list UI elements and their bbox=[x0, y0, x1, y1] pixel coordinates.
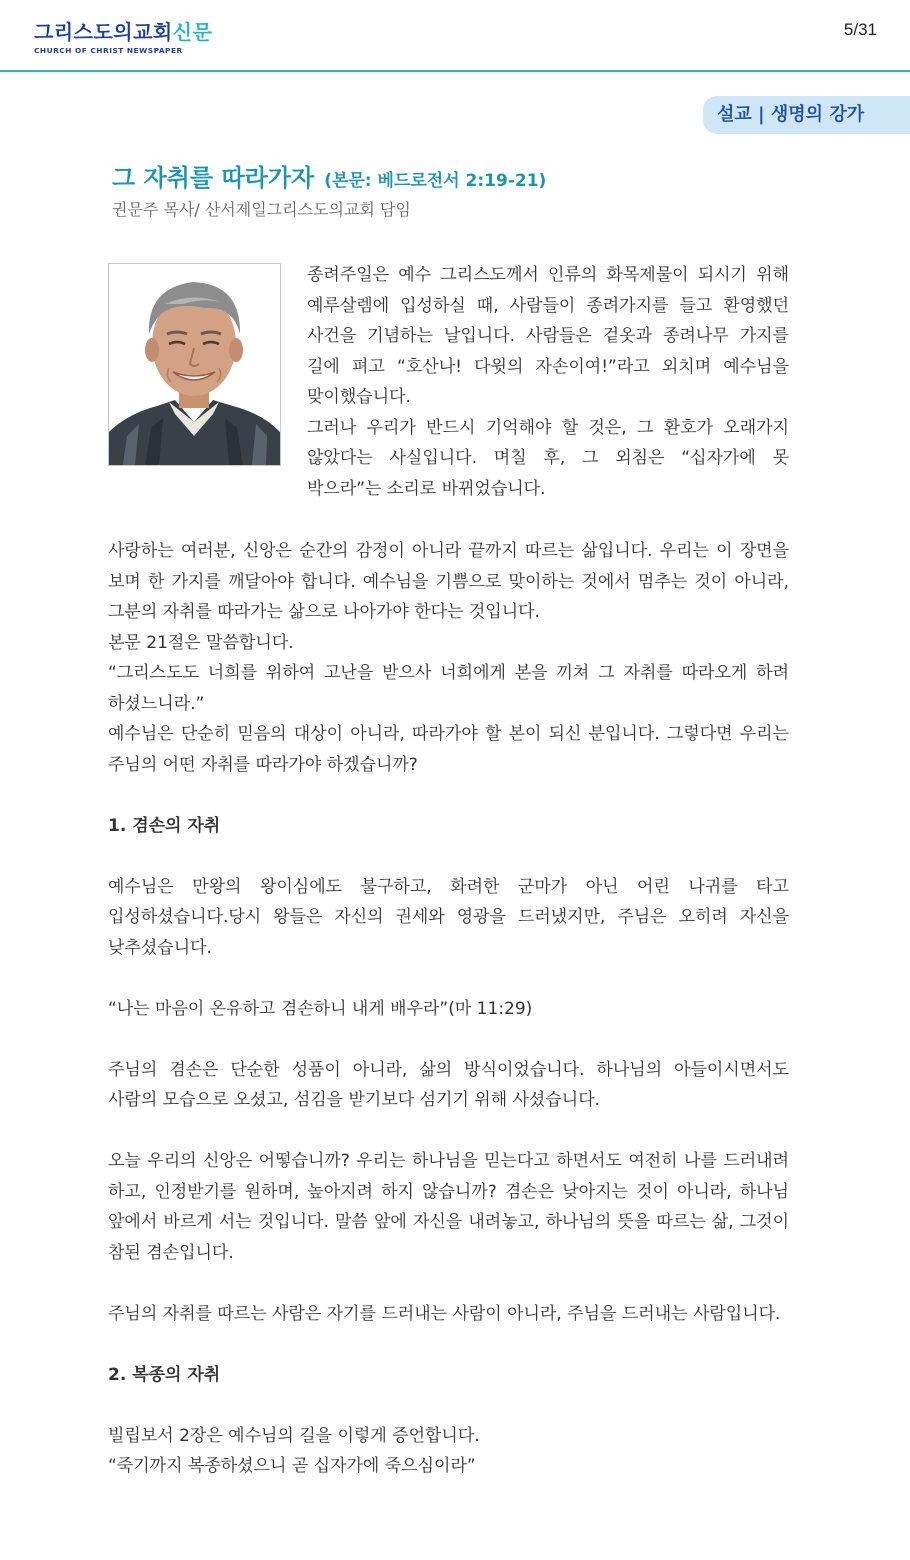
section-tab: 설교 | 생명의 강가 bbox=[703, 96, 910, 134]
body-paragraph: 주님의 겸손은 단순한 성품이 아니라, 삶의 방식이었습니다. 하나님의 아들이시면서도 사람의 모습으로 오셨고, 섬김을 받기보다 섬기기 위해 사셨습니다. bbox=[108, 1059, 789, 1110]
body-paragraph: 예수님은 단순히 믿음의 대상이 아니라, 따라가야 할 본이 되신 분입니다. 그렇다면 우리는 주님의 어떤 자취를 따라가야 하겠습니까? bbox=[108, 724, 789, 775]
intro-text bbox=[307, 260, 789, 504]
article-body bbox=[108, 536, 789, 1482]
body-paragraph: 주님의 자취를 따르는 사람은 자기를 드러내는 사람이 아니라, 주님을 드러내는 사람입니다. bbox=[108, 1303, 781, 1324]
author-photo bbox=[108, 263, 281, 466]
scripture-reference: (본문: 베드로전서 2:19-21) bbox=[324, 171, 547, 191]
article-title-line bbox=[112, 158, 546, 193]
logo-title-part1: 그리스도의교회 bbox=[34, 20, 173, 44]
body-paragraph: 사랑하는 여러분, 신앙은 순간의 감정이 아니라 끝까지 따르는 삶입니다. 우리는 이 장면을 보며 한 가지를 깨달아야 합니다. 예수님을 기쁨으로 맞이하는 것에서 멈추는 것이 아니라, 그분의 자취를 따라가는 삶으로 나아가야 한다는 것입니다. bbox=[108, 541, 789, 622]
logo-title bbox=[34, 20, 212, 44]
page-number: 5/31 bbox=[843, 20, 877, 39]
page-header bbox=[0, 0, 910, 72]
scripture-quote: “죽기까지 복종하셨으니 곧 십자가에 죽으심이라” bbox=[108, 1456, 476, 1476]
newspaper-logo[interactable] bbox=[34, 20, 212, 55]
portrait-icon bbox=[109, 264, 280, 465]
logo-title-part2: 신문 bbox=[172, 20, 213, 44]
article-title: 그 자취를 따라가자 bbox=[112, 164, 315, 192]
body-paragraph: 예수님은 만왕의 왕이심에도 불구하고, 화려한 군마가 아닌 어린 나귀를 타고 입성하셨습니다.당시 왕들은 자신의 권세와 영광을 드러냈지만, 주님은 오히려 자신을 낮추셨습니다. bbox=[108, 876, 789, 958]
logo-subtitle: CHURCH OF CHRIST NEWSPAPER bbox=[34, 46, 183, 55]
author-byline: 권문주 목사/ 산서제일그리스도의교회 담임 bbox=[112, 200, 411, 219]
body-paragraph: 본문 21절은 말씀합니다. bbox=[108, 632, 294, 653]
intro-paragraph: 그러나 우리가 반드시 기억해야 할 것은, 그 환호가 오래가지 않았다는 사실입니다. 며칠 후, 그 외침은 “십자가에 못 박으라”는 소리로 바뀌었습니다. bbox=[307, 417, 789, 499]
body-paragraph: 빌립보서 2장은 예수님의 길을 이렇게 증언합니다. bbox=[108, 1425, 480, 1446]
intro-paragraph: 종려주일은 예수 그리스도께서 인류의 화목제물이 되시기 위해 예루살렘에 입성하실 때, 사람들이 종려가지를 들고 환영했던 사건을 기념하는 날입니다. 사람들은 겉옷과 종려나무 가지를 길에 펴고 “호산나! 다윗의 자손이여!”라고 외치며 예수님을 맞이했습니다. bbox=[307, 265, 789, 407]
scripture-quote: “나는 마음이 온유하고 겸손하니 내게 배우라”(마 11:29) bbox=[108, 998, 533, 1019]
section-heading: 1. 겸손의 자취 bbox=[108, 815, 221, 836]
scripture-quote: “그리스도도 너희를 위하여 고난을 받으사 너희에게 본을 끼쳐 그 자취를 따라오게 하려 하셨느니라.” bbox=[108, 663, 789, 714]
body-paragraph: 오늘 우리의 신앙은 어떻습니까? 우리는 하나님을 믿는다고 하면서도 여전히 나를 드러내려 하고, 인정받기를 원하며, 높아지려 하지 않습니까? 겸손은 낮아지는 것이 아니라, 하나님 앞에서 바르게 서는 것입니다. 말씀 앞에 자신을 내려놓고, 하나님의 뜻을 따르는 삶, 그것이 참된 겸손입니다. bbox=[108, 1151, 789, 1263]
section-heading: 2. 복종의 자취 bbox=[108, 1364, 221, 1385]
